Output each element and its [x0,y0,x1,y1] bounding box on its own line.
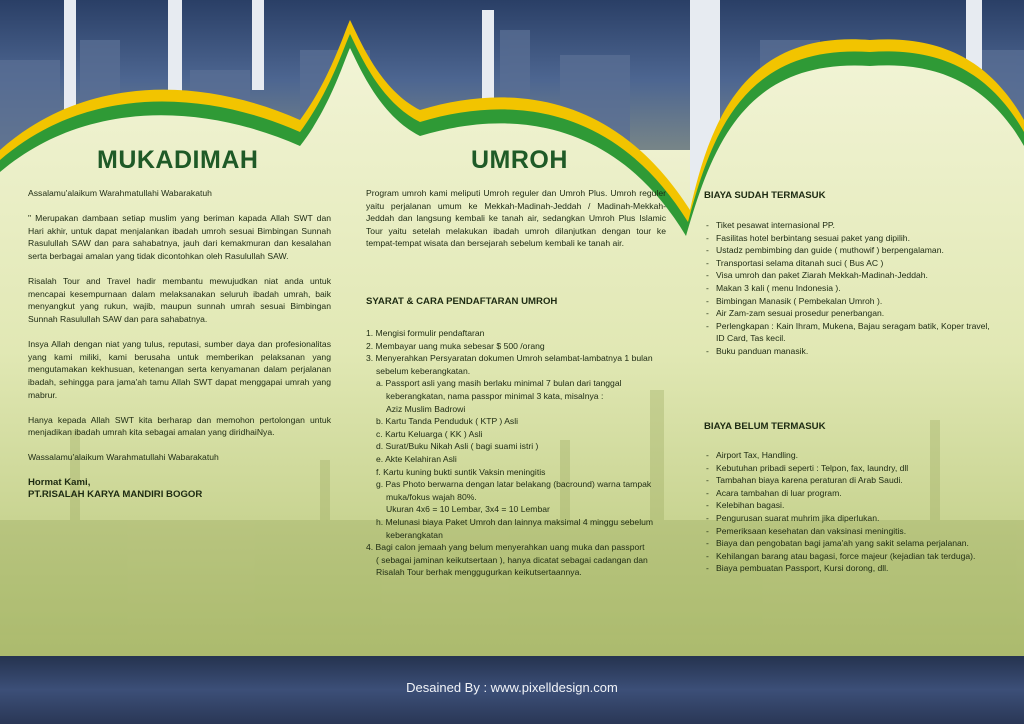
belum-item: - Biaya pembuatan Passport, Kursi dorong, dll. [704,562,1014,575]
document-item: a. Passport asli yang masih berlaku minimal 7 bulan dari tanggal [376,378,622,389]
mukadimah-paragraph: Insya Allah dengan niat yang tulus, reputasi, sumber daya dan profesionalitas yang kami miliki, kami berusaha untuk memberikan pelaksanan yang mengutamakan kekhusuan, ketenangan serta kenyamanan dalam perjalanan ibadah, sehingga para jama'ah tamu Allah SWT dapat menggapai umrah yang mabrur. [28,339,331,400]
document-item: Ukuran 4x6 = 10 Lembar, 3x4 = 10 Lembar [386,504,550,515]
belum-item: - Tambahan biaya karena peraturan di Arab Saudi. [704,474,1014,487]
mukadimah-panel [0,0,345,656]
mukadimah-title: MUKADIMAH [97,146,259,174]
umroh-panel [345,0,685,656]
termasuk-item: - Makan 3 kali ( menu Indonesia ). [704,282,1014,295]
syarat-title: SYARAT & CARA PENDAFTARAN UMROH [366,296,558,307]
step-item: ( sebagai jaminan keikutsertaan ), hanya dicatat sebagai cadangan dan [376,554,648,565]
biaya-termasuk-list [704,219,1014,358]
belum-item: - Pengurusan suarat muhrim jika diperlukan. [704,512,1014,525]
step-item: Risalah Tour berhak menggugurkan keikutsertaannya. [376,567,582,578]
document-item: g. Pas Photo berwarna dengan latar belakang (bacround) warna tampak [376,479,652,490]
biaya-termasuk-title: BIAYA SUDAH TERMASUK [704,190,826,201]
document-item: Aziz Muslim Badrowi [386,403,466,414]
greeting-text: Assalamu'alaikum Warahmatullahi Wabarakatuh [28,188,212,198]
umroh-title: UMROH [471,146,568,174]
biaya-belum-title: BIAYA BELUM TERMASUK [704,421,826,432]
step-item: 3. Menyerahkan Persyaratan dokumen Umroh selambat-lambatnya 1 bulan [366,353,653,364]
biaya-panel [685,0,1024,656]
step-item: sebelum keberangkatan. [376,365,471,376]
belum-item: - Airport Tax, Handling. [704,449,1014,462]
termasuk-item-continued: ID Card, Tas kecil. [716,333,786,344]
belum-item: - Pemeriksaan kesehatan dan vaksinasi meningitis. [704,525,1014,538]
biaya-belum-list [704,449,1014,575]
termasuk-item: - Bimbingan Manasik ( Pembekalan Umroh ). [704,295,1014,308]
syarat-list [366,327,672,579]
termasuk-item: - Tiket pesawat internasional PP. [704,219,1014,232]
belum-item: - Acara tambahan di luar program. [704,487,1014,500]
termasuk-item: - Fasilitas hotel berbintang sesuai paket yang dipilih. [704,232,1014,245]
step-item: 4. Bagi calon jemaah yang belum menyerahkan uang muka dan passport [366,542,645,553]
document-item: f. Kartu kuning bukti suntik Vaksin meningitis [376,466,546,477]
document-item: keberangkatan [386,529,443,540]
step-item: 1. Mengisi formulir pendaftaran [366,328,485,338]
mukadimah-paragraph: " Merupakan dambaan setiap muslim yang beriman kapada Allah SWT dan Hari akhir, untuk dapat menjalankan ibadah umroh sesuai Bimbingan Sunnah Rasulullah SAW dan para sahabatnya, jauh dari kemakmuran dan kesalahan serta berbagai amalan yang tidak dicontohkan oleh Rasulullah SAW. [28,213,331,261]
document-item: muka/fokus wajah 80%. [386,491,477,502]
signature-line: Hormat Kami, [28,476,91,488]
company-name: PT.RISALAH KARYA MANDIRI BOGOR [28,489,203,501]
closing-text: Wassalamu'alaikum Warahmatullahi Wabarakatuh [28,452,219,463]
termasuk-item: - Ustadz pembimbing dan guide ( muthowif ) berpengalaman. [704,244,1014,257]
belum-item: - Kebutuhan pribadi seperti : Telpon, fax, laundry, dll [704,462,1014,475]
step-item: 2. Membayar uang muka sebesar $ 500 /orang [366,340,545,351]
document-item: keberangkatan, nama passpor minimal 3 kata, misalnya : [386,390,604,401]
umroh-intro: Program umroh kami meliputi Umroh reguler dan Umroh Plus. Umroh reguler yaitu perjalanan umum ke Mekkah-Madinah-Jeddah / Madinah-Mekkah-Jeddah dan langsung kembali ke tanah air, sedangkan Umroh Plus Islamic Tour yaitu setelah melakukan ibadah umroh dilanjutkan dengan tour ke tempat-tempat wisata dan bersejarah sebelum kembali ke tanah air. [366,188,666,249]
designer-credit: Desained By : www.pixelldesign.com [406,680,618,695]
termasuk-item: - Perlengkapan : Kain Ihram, Mukena, Bajau seragam batik, Koper travel, [704,320,1014,333]
belum-item: - Biaya dan pengobatan bagi jama'ah yang sakit selama perjalanan. [704,537,1014,550]
mukadimah-paragraph: Hanya kepada Allah SWT kita berharap dan memohon pertolongan untuk menjadikan ibadah umrah kita sebagai amalan yang diridhaiNya. [28,414,331,438]
termasuk-item: - Buku panduan manasik. [704,345,1014,358]
mukadimah-body [28,187,331,502]
termasuk-item: - Transportasi selama ditanah suci ( Bus AC ) [704,257,1014,270]
termasuk-item: - Visa umroh dan paket Ziarah Mekkah-Madinah-Jeddah. [704,269,1014,282]
document-item: d. Surat/Buku Nikah Asli ( bagi suami istri ) [376,441,539,452]
belum-item: - Kelebihan bagasi. [704,499,1014,512]
document-item: h. Melunasi biaya Paket Umroh dan lainnya maksimal 4 minggu sebelum [376,516,654,527]
document-item: e. Akte Kelahiran Asli [376,453,457,464]
termasuk-item: - Air Zam-zam sesuai prosedur penerbangan. [704,307,1014,320]
belum-item: - Kehilangan barang atau bagasi, force majeur (kejadian tak terduga). [704,550,1014,563]
document-item: b. Kartu Tanda Penduduk ( KTP ) Asli [376,416,519,427]
mukadimah-paragraph: Risalah Tour and Travel hadir membantu mewujudkan niat anda untuk mencapai kesempurnaan dalam melaksanakan seluruh ibadah umrah, baik menyangkut yang rukun, wajib, maupun sunnah umrah sesuai Bimbingan Sunnah Rasulullah SAW dan para sahabatnya. [28,276,331,324]
document-item: c. Kartu Keluarga ( KK ) Asli [376,428,483,439]
